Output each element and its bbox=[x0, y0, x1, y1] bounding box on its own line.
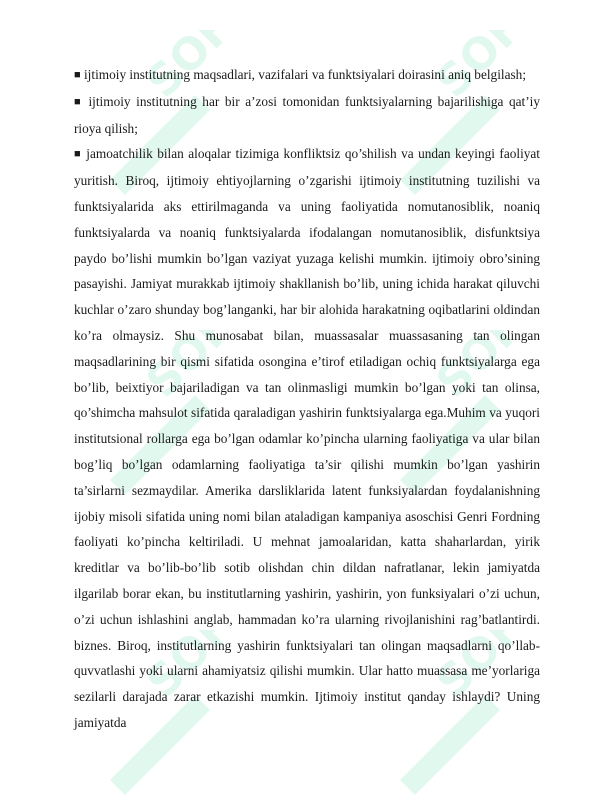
bullet-marker: ■ bbox=[74, 69, 81, 81]
paragraph bbox=[74, 89, 540, 142]
document-body bbox=[74, 62, 540, 736]
paragraph bbox=[74, 141, 540, 735]
paragraph-text: jamoatchilik bilan aloqalar tizimiga konfliktsiz qo’shilish va undan keyingi faoliyat yuritish. Biroq, ijtimoiy ehtiyojlarning o’zgarishi ijtimoiy institutning tuzilishi va funktsiyalarida aks ettirilmaganda va uning faoliyatida nomutanosiblik, noaniq funktsiyalarda va noaniq funktsiyalarda ifodalangan nomutanosiblik, disfunktsiya paydo bo’lishi mumkin bo’lgan vaziyat yuzaga kelishi mumkin. ijtimoiy obro’sining pasayishi. Jamiyat murakkab ijtimoiy shakllanish bo’lib, uning ichida harakat qiluvchi kuchlar o’zaro shunday bog’langanki, har bir alohida harakatning oqibatlarini oldindan ko’ra olmaysiz. Shu munosabat bilan, muassasalar muassasaning tan olingan maqsadlarining bir qismi sifatida osongina e’tirof etiladigan ochiq funktsiyalarga ega bo’lib, beixtiyor bajariladigan va tan olinmasligi mumkin bo’lgan yoki tan olinsa, qo’shimcha mahsulot sifatida qaraladigan yashirin funktsiyalarga ega.Muhim va yuqori institutsional rollarga ega bo’lgan odamlar ko’pincha ularning faoliyatiga va ular bilan bog’liq bo’lgan odamlarning faoliyatiga ta’sir qilishi mumkin bo’lgan yashirin ta’sirlarni sezmaydilar. Amerika darsliklarida latent funksiyalardan foydalanishning ijobiy misoli sifatida uning nomi bilan ataladigan kampaniya asoschisi Genri Fordning faoliyati ko’pincha keltiriladi. U mehnat jamoalaridan, katta shaharlardan, yirik kreditlar va bo’lib-bo’lib sotib olishdan chin dildan nafratlanar, lekin jamiyatda ilgarilab borar ekan, bu institutlarning yashirin, yashirin, yon funksiyalari o’zi uchun, o’zi uchun ishlashini anglab, hammadan ko’ra ularning rivojlanishini rag’batlantirdi. biznes. Biroq, institutlarning yashirin funktsiyalari tan olingan maqsadlarni qo’llab-quvvatlashi yoki ularni ahamiyatsiz qilishi mumkin. Ular hatto muassasa me’yorlariga sezilarli darajada zarar etkazishi mumkin. Ijtimoiy institut qanday ishlaydi? Uning jamiyatda bbox=[74, 146, 541, 730]
bullet-marker: ■ bbox=[74, 148, 82, 161]
bullet-marker: ■ bbox=[74, 95, 83, 108]
paragraph-text: ijtimoiy institutning maqsadlari, vazifalari va funktsiyalari doirasini aniq belgilash; bbox=[83, 67, 527, 82]
paragraph bbox=[74, 62, 540, 89]
paragraph-text: ijtimoiy institutning har bir a’zosi tomonidan funktsiyalarning bajarilishiga qat’iy rioya qilish; bbox=[74, 93, 540, 136]
